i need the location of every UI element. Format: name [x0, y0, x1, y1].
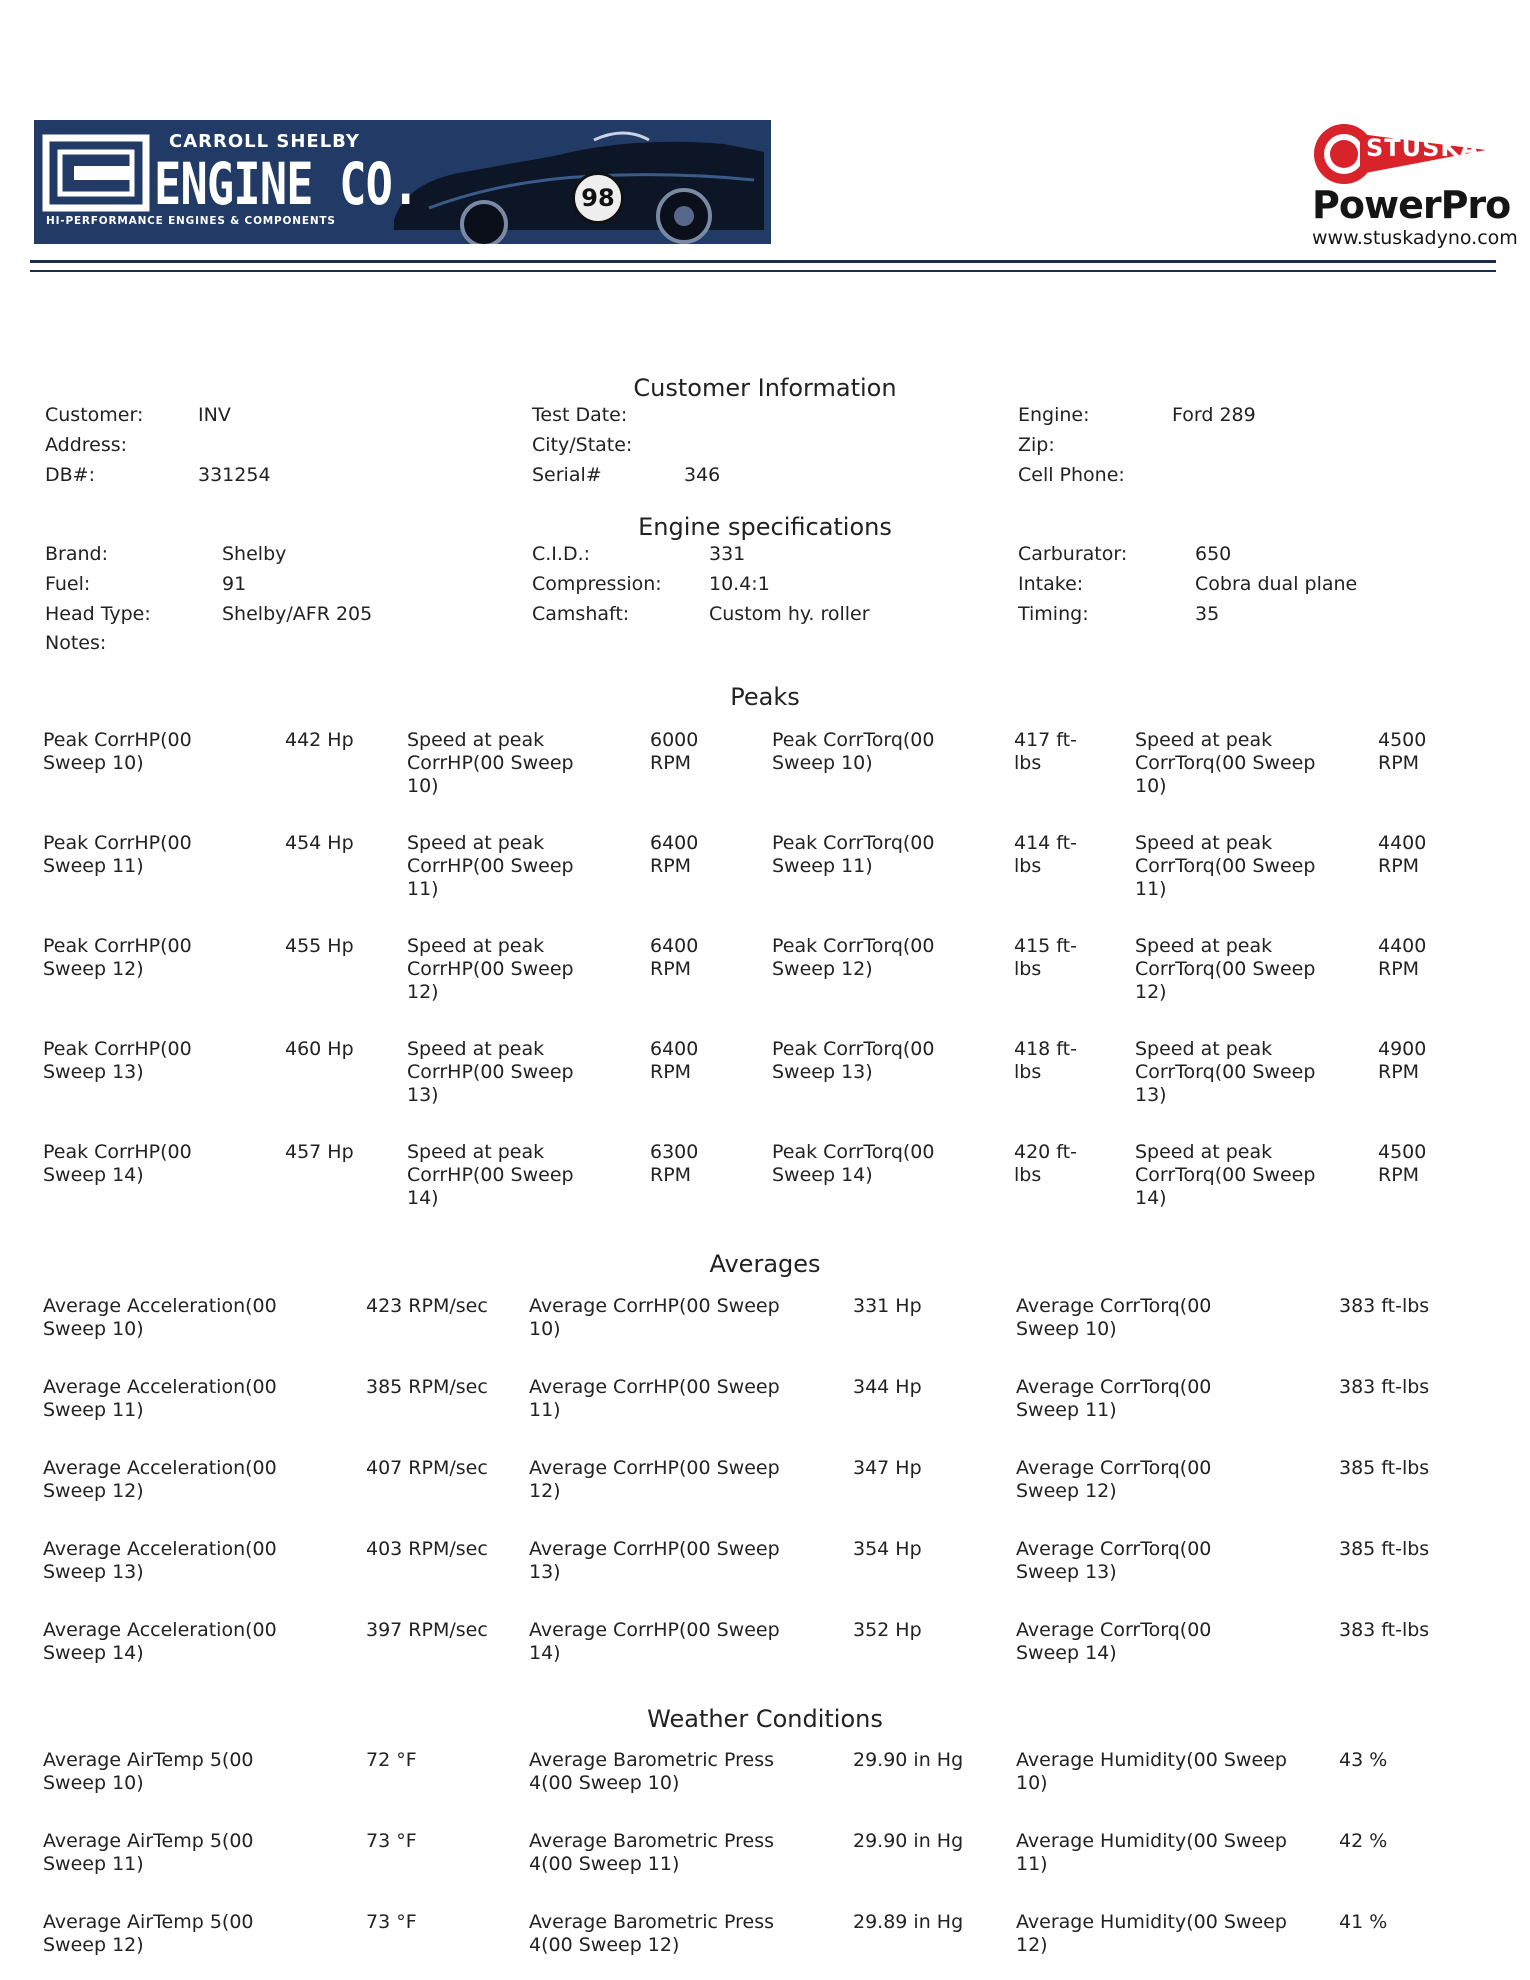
avg-hp-label: Average CorrHP(00 Sweep 12) [529, 1457, 780, 1502]
peak-tq-speed-value: 4400 RPM [1378, 832, 1427, 877]
peak-hp-label: Peak CorrHP(00 Sweep 12) [43, 935, 192, 980]
peak-tq-value: 417 ft-lbs [1014, 729, 1077, 774]
avg-barometric-value: 29.90 in Hg [853, 1749, 964, 1771]
peak-hp-speed-label: Speed at peak CorrHP(00 Sweep 13) [407, 1038, 574, 1106]
serial-label: Serial# [532, 464, 602, 486]
avg-tq-value: 385 ft-lbs [1339, 1538, 1430, 1560]
peak-hp-value: 457 Hp [285, 1141, 354, 1163]
avg-airtemp-value: 73 °F [366, 1830, 417, 1852]
brand-sub-text: HI-PERFORMANCE ENGINES & COMPONENTS [46, 215, 336, 227]
peak-tq-speed-value: 4500 RPM [1378, 729, 1427, 774]
stuska-website: www.stuskadyno.com [1312, 227, 1518, 249]
carburator-label: Carburator: [1018, 543, 1128, 565]
avg-tq-value: 383 ft-lbs [1339, 1619, 1430, 1641]
peak-tq-label: Peak CorrTorq(00 Sweep 11) [772, 832, 935, 877]
customer-value: INV [198, 404, 231, 426]
brand-label: Brand: [45, 543, 108, 565]
avg-accel-value: 397 RPM/sec [366, 1619, 488, 1641]
avg-tq-label: Average CorrTorq(00 Sweep 10) [1016, 1295, 1212, 1340]
compression-value: 10.4:1 [709, 573, 770, 595]
peak-tq-speed-value: 4400 RPM [1378, 935, 1427, 980]
avg-humidity-label: Average Humidity(00 Sweep 11) [1016, 1830, 1287, 1875]
test-date-label: Test Date: [532, 404, 628, 426]
avg-airtemp-label: Average AirTemp 5(00 Sweep 10) [43, 1749, 254, 1794]
avg-tq-label: Average CorrTorq(00 Sweep 12) [1016, 1457, 1212, 1502]
peak-tq-speed-label: Speed at peak CorrTorq(00 Sweep 10) [1135, 729, 1316, 797]
timing-label: Timing: [1018, 603, 1089, 625]
peak-tq-speed-value: 4900 RPM [1378, 1038, 1427, 1083]
avg-hp-value: 344 Hp [853, 1376, 922, 1398]
avg-barometric-label: Average Barometric Press 4(00 Sweep 11) [529, 1830, 774, 1875]
avg-airtemp-value: 73 °F [366, 1911, 417, 1933]
notes-label: Notes: [45, 632, 107, 654]
brand-value: Shelby [222, 543, 287, 565]
peak-tq-speed-value: 4500 RPM [1378, 1141, 1427, 1186]
car-number-badge: 98 [572, 172, 624, 224]
engine-value: Ford 289 [1172, 404, 1256, 426]
peak-hp-label: Peak CorrHP(00 Sweep 11) [43, 832, 192, 877]
camshaft-label: Camshaft: [532, 603, 630, 625]
avg-tq-value: 385 ft-lbs [1339, 1457, 1430, 1479]
shelby-logo-banner [34, 120, 771, 244]
avg-accel-label: Average Acceleration(00 Sweep 14) [43, 1619, 277, 1664]
peak-tq-speed-label: Speed at peak CorrTorq(00 Sweep 13) [1135, 1038, 1316, 1106]
avg-hp-label: Average CorrHP(00 Sweep 14) [529, 1619, 780, 1664]
compression-label: Compression: [532, 573, 662, 595]
cell-phone-label: Cell Phone: [1018, 464, 1125, 486]
avg-barometric-value: 29.90 in Hg [853, 1830, 964, 1852]
avg-humidity-label: Average Humidity(00 Sweep 10) [1016, 1749, 1287, 1794]
db-value: 331254 [198, 464, 271, 486]
avg-tq-label: Average CorrTorq(00 Sweep 13) [1016, 1538, 1212, 1583]
serial-value: 346 [684, 464, 721, 486]
engine-spec-title: Engine specifications [638, 513, 892, 541]
avg-hp-value: 331 Hp [853, 1295, 922, 1317]
avg-tq-label: Average CorrTorq(00 Sweep 11) [1016, 1376, 1212, 1421]
avg-hp-value: 347 Hp [853, 1457, 922, 1479]
avg-accel-label: Average Acceleration(00 Sweep 12) [43, 1457, 277, 1502]
avg-tq-value: 383 ft-lbs [1339, 1376, 1430, 1398]
zip-label: Zip: [1018, 434, 1055, 456]
peak-tq-speed-label: Speed at peak CorrTorq(00 Sweep 14) [1135, 1141, 1316, 1209]
avg-accel-value: 403 RPM/sec [366, 1538, 488, 1560]
fuel-value: 91 [222, 573, 247, 595]
address-label: Address: [45, 434, 128, 456]
avg-accel-label: Average Acceleration(00 Sweep 13) [43, 1538, 277, 1583]
head-type-value: Shelby/AFR 205 [222, 603, 373, 625]
avg-tq-value: 383 ft-lbs [1339, 1295, 1430, 1317]
customer-info-title: Customer Information [633, 374, 897, 402]
header-rule-bottom [30, 270, 1496, 272]
peak-hp-speed-label: Speed at peak CorrHP(00 Sweep 14) [407, 1141, 574, 1209]
cid-label: C.I.D.: [532, 543, 591, 565]
peak-hp-speed-label: Speed at peak CorrHP(00 Sweep 10) [407, 729, 574, 797]
avg-hp-label: Average CorrHP(00 Sweep 11) [529, 1376, 780, 1421]
avg-hp-value: 354 Hp [853, 1538, 922, 1560]
peak-hp-speed-value: 6400 RPM [650, 935, 699, 980]
avg-hp-label: Average CorrHP(00 Sweep 10) [529, 1295, 780, 1340]
peak-hp-speed-label: Speed at peak CorrHP(00 Sweep 11) [407, 832, 574, 900]
peak-tq-value: 415 ft-lbs [1014, 935, 1077, 980]
avg-tq-label: Average CorrTorq(00 Sweep 14) [1016, 1619, 1212, 1664]
peak-hp-speed-value: 6400 RPM [650, 832, 699, 877]
avg-barometric-value: 29.89 in Hg [853, 1911, 964, 1933]
avg-accel-value: 407 RPM/sec [366, 1457, 488, 1479]
avg-accel-value: 385 RPM/sec [366, 1376, 488, 1398]
city-state-label: City/State: [532, 434, 633, 456]
customer-label: Customer: [45, 404, 144, 426]
avg-accel-value: 423 RPM/sec [366, 1295, 488, 1317]
peak-tq-label: Peak CorrTorq(00 Sweep 12) [772, 935, 935, 980]
weather-title: Weather Conditions [647, 1705, 883, 1733]
peak-hp-value: 455 Hp [285, 935, 354, 957]
peak-tq-speed-label: Speed at peak CorrTorq(00 Sweep 12) [1135, 935, 1316, 1003]
peak-tq-label: Peak CorrTorq(00 Sweep 13) [772, 1038, 935, 1083]
peak-hp-speed-value: 6400 RPM [650, 1038, 699, 1083]
brand-main-text: ENGINE CO. [154, 150, 419, 218]
timing-value: 35 [1195, 603, 1220, 625]
db-label: DB#: [45, 464, 95, 486]
brand-top-text: CARROLL SHELBY [169, 131, 360, 152]
peak-tq-speed-label: Speed at peak CorrTorq(00 Sweep 11) [1135, 832, 1316, 900]
fuel-label: Fuel: [45, 573, 91, 595]
averages-title: Averages [709, 1250, 821, 1278]
header-rule-top [30, 260, 1496, 263]
powerpro-logo-text: PowerPro [1312, 183, 1511, 227]
peak-hp-value: 454 Hp [285, 832, 354, 854]
engine-label: Engine: [1018, 404, 1090, 426]
peak-hp-speed-value: 6300 RPM [650, 1141, 699, 1186]
avg-accel-label: Average Acceleration(00 Sweep 10) [43, 1295, 277, 1340]
peak-tq-value: 418 ft-lbs [1014, 1038, 1077, 1083]
avg-humidity-value: 42 % [1339, 1830, 1388, 1852]
avg-hp-value: 352 Hp [853, 1619, 922, 1641]
avg-barometric-label: Average Barometric Press 4(00 Sweep 12) [529, 1911, 774, 1956]
peak-hp-speed-label: Speed at peak CorrHP(00 Sweep 12) [407, 935, 574, 1003]
avg-airtemp-label: Average AirTemp 5(00 Sweep 12) [43, 1911, 254, 1956]
peak-tq-value: 414 ft-lbs [1014, 832, 1077, 877]
avg-barometric-label: Average Barometric Press 4(00 Sweep 10) [529, 1749, 774, 1794]
avg-humidity-value: 43 % [1339, 1749, 1388, 1771]
peak-hp-speed-value: 6000 RPM [650, 729, 699, 774]
avg-accel-label: Average Acceleration(00 Sweep 11) [43, 1376, 277, 1421]
peak-hp-label: Peak CorrHP(00 Sweep 14) [43, 1141, 192, 1186]
peak-hp-label: Peak CorrHP(00 Sweep 10) [43, 729, 192, 774]
stuska-logo-text: STUSKA [1366, 134, 1480, 162]
avg-humidity-label: Average Humidity(00 Sweep 12) [1016, 1911, 1287, 1956]
avg-humidity-value: 41 % [1339, 1911, 1388, 1933]
peak-tq-label: Peak CorrTorq(00 Sweep 10) [772, 729, 935, 774]
peak-tq-value: 420 ft-lbs [1014, 1141, 1077, 1186]
intake-value: Cobra dual plane [1195, 573, 1358, 595]
carburator-value: 650 [1195, 543, 1232, 565]
intake-label: Intake: [1018, 573, 1084, 595]
avg-hp-label: Average CorrHP(00 Sweep 13) [529, 1538, 780, 1583]
avg-airtemp-label: Average AirTemp 5(00 Sweep 11) [43, 1830, 254, 1875]
cid-value: 331 [709, 543, 746, 565]
peak-hp-label: Peak CorrHP(00 Sweep 13) [43, 1038, 192, 1083]
camshaft-value: Custom hy. roller [709, 603, 870, 625]
peak-hp-value: 442 Hp [285, 729, 354, 751]
peak-hp-value: 460 Hp [285, 1038, 354, 1060]
avg-airtemp-value: 72 °F [366, 1749, 417, 1771]
peaks-title: Peaks [730, 683, 800, 711]
peak-tq-label: Peak CorrTorq(00 Sweep 14) [772, 1141, 935, 1186]
head-type-label: Head Type: [45, 603, 151, 625]
